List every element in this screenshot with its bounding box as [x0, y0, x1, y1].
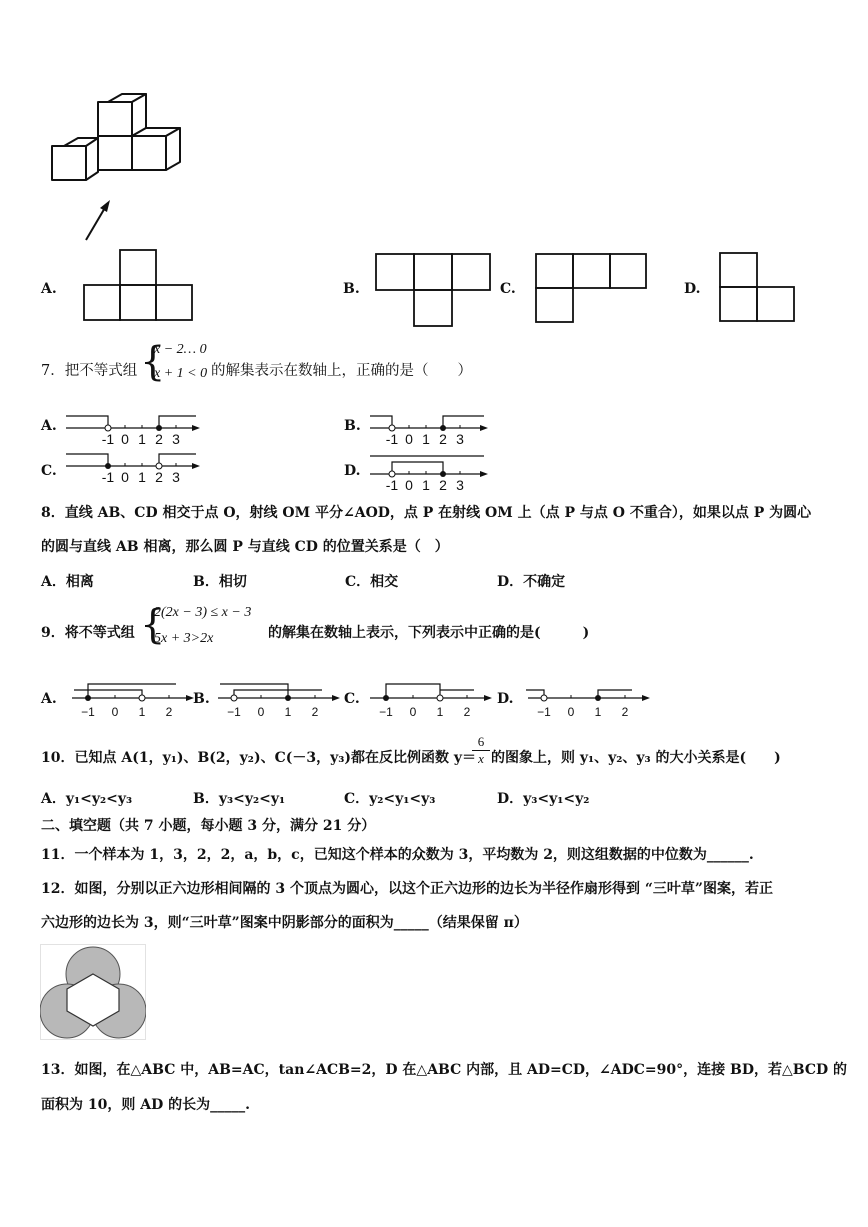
closed-point — [440, 425, 446, 431]
q10-option-d[interactable]: D．y₃<y₁<y₂ — [497, 791, 590, 807]
tick-label: 0 — [405, 477, 413, 493]
q7-option-b-numberline — [366, 400, 490, 448]
open-point — [389, 425, 395, 431]
tick-label: 3 — [172, 469, 180, 485]
q9-option-a-numberline — [66, 674, 196, 722]
open-point — [156, 463, 162, 469]
tick-label: 1 — [422, 477, 430, 493]
tick-label: 2 — [439, 477, 447, 493]
q8-option-c[interactable]: C．相交 — [345, 574, 399, 590]
q11-text: 11．一个样本为 1，3，2，2，a，b，c，已知这个样本的众数为 3，平均数为 2，则这组数据的中位数为______. — [41, 847, 754, 863]
tick-label: 1 — [422, 431, 430, 447]
q6-option-c-label[interactable]: C. — [500, 281, 516, 297]
closed-point — [156, 425, 162, 431]
q6-option-b-label[interactable]: B. — [343, 281, 360, 297]
tick-label: 2 — [155, 431, 163, 447]
tick-label: 2 — [311, 705, 319, 719]
q12-text-line1: 12．如图，分别以正六边形相间隔的 3 个顶点为圆心，以这个正六边形的边长为半径作扇形得到 “三叶草”图案，若正 — [41, 881, 773, 897]
closed-point — [85, 695, 91, 701]
q7-option-a-numberline — [62, 400, 202, 448]
tick-label: 3 — [456, 477, 464, 493]
q8-option-d[interactable]: D．不确定 — [497, 574, 566, 590]
q10-suffix: 的图象上，则 y₁、y₂、y₃ 的大小关系是( ) — [491, 750, 781, 766]
q7-option-a-label[interactable]: A. — [41, 418, 57, 434]
solution-bracket — [392, 462, 443, 474]
q9-prefix: 9．将不等式组 — [41, 625, 135, 641]
q6-option-a-figure — [82, 248, 198, 322]
tick-label: −1 — [81, 705, 95, 719]
axis-arrowhead — [480, 471, 488, 477]
q7-option-d-numberline — [366, 446, 490, 494]
q13-text-line2: 面积为 10，则 AD 的长为_____. — [41, 1097, 250, 1113]
closed-point — [105, 463, 111, 469]
q10-option-b[interactable]: B．y₃<y₂<y₁ — [193, 791, 286, 807]
tick-label: 2 — [439, 431, 447, 447]
open-point — [105, 425, 111, 431]
q9-option-d-label[interactable]: D. — [497, 691, 514, 707]
solution-bracket-left — [66, 416, 108, 428]
solution-bracket-left — [66, 454, 108, 466]
cube-stack-figure — [40, 90, 190, 250]
q9-option-b-label[interactable]: B. — [193, 691, 210, 707]
open-point — [389, 471, 395, 477]
q7-option-b-label[interactable]: B. — [344, 418, 361, 434]
q7-inequality-system: { x − 2… 0 x + 1 < 0 — [140, 339, 208, 385]
tick-label: 1 — [138, 431, 146, 447]
tick-label: -1 — [101, 431, 115, 447]
tick-label: 1 — [284, 705, 292, 719]
closed-point — [285, 695, 291, 701]
q9-inequality-system: { 2(2x − 3) ≤ x − 3 5x + 3>2x — [140, 602, 252, 648]
tick-label: 1 — [138, 469, 146, 485]
tick-label: 0 — [405, 431, 413, 447]
q9-option-d-numberline — [522, 674, 652, 722]
closed-point — [440, 471, 446, 477]
closed-point — [595, 695, 601, 701]
q8-option-a[interactable]: A．相离 — [41, 574, 94, 590]
q6-option-d-figure — [718, 251, 798, 323]
q10-option-c[interactable]: C．y₂<y₁<y₃ — [344, 791, 436, 807]
tick-label: 2 — [621, 705, 629, 719]
closed-point — [383, 695, 389, 701]
solution-bracket-1 — [88, 684, 176, 698]
q6-option-b-figure — [374, 252, 492, 328]
solution-bracket-left — [370, 416, 392, 428]
axis-arrowhead — [192, 463, 200, 469]
tick-label: −1 — [379, 705, 393, 719]
solution-bracket-2 — [220, 684, 288, 698]
q10-option-a[interactable]: A．y₁<y₂<y₃ — [41, 791, 133, 807]
q13-text-line1: 13．如图，在△ABC 中，AB=AC，tan∠ACB=2，D 在△ABC 内部，且 AD=CD，∠ADC=90°，连接 BD，若△BCD 的 — [41, 1062, 848, 1078]
section-2-heading: 二、填空题（共 7 小题，每小题 3 分，满分 21 分） — [41, 818, 376, 834]
tick-label: −1 — [227, 705, 241, 719]
solution-bracket-right — [443, 416, 484, 428]
q6-option-c-figure — [534, 252, 648, 324]
tick-label: 0 — [409, 705, 417, 719]
solution-bracket-2 — [74, 690, 142, 698]
q10-prefix: 10．已知点 A(1，y₁)、B(2，y₂)、C(－3，y₃)都在反比例函数 y＝ — [41, 750, 476, 766]
q6-option-d-label[interactable]: D. — [684, 281, 701, 297]
q6-option-a-label[interactable]: A. — [41, 281, 57, 297]
q7-prefix: 7．把不等式组 — [41, 363, 138, 379]
q9-suffix: 的解集在数轴上表示，下列表示中正确的是( ) — [268, 625, 590, 641]
tick-label: 2 — [165, 705, 173, 719]
tick-label: 2 — [155, 469, 163, 485]
tick-label: 0 — [111, 705, 119, 719]
tick-label: 0 — [257, 705, 265, 719]
tick-label: 1 — [594, 705, 602, 719]
tick-label: -1 — [385, 477, 399, 493]
open-point — [231, 695, 237, 701]
q9-option-c-label[interactable]: C. — [344, 691, 360, 707]
q9-option-a-label[interactable]: A. — [41, 691, 57, 707]
solution-bracket-2 — [598, 690, 632, 698]
tick-label: -1 — [385, 431, 399, 447]
axis-arrowhead — [484, 695, 492, 701]
tick-label: −1 — [537, 705, 551, 719]
open-point — [541, 695, 547, 701]
q12-text-line2: 六边形的边长为 3，则“三叶草”图案中阴影部分的面积为_____（结果保留 π） — [41, 915, 528, 931]
q10-fraction: $\frac{6}{x}$ — [472, 734, 490, 767]
tick-label: 0 — [121, 469, 129, 485]
solution-bracket-right — [159, 416, 196, 428]
axis-arrowhead — [480, 425, 488, 431]
tick-label: 1 — [138, 705, 146, 719]
q8-option-b[interactable]: B．相切 — [193, 574, 247, 590]
clover-figure — [40, 944, 146, 1040]
q7-option-c-label[interactable]: C. — [41, 463, 57, 479]
q9-option-c-numberline — [364, 674, 494, 722]
tick-label: 2 — [463, 705, 471, 719]
tick-label: 3 — [172, 431, 180, 447]
tick-label: 0 — [121, 431, 129, 447]
tick-label: 1 — [436, 705, 444, 719]
q9-option-b-numberline — [212, 674, 342, 722]
open-point — [437, 695, 443, 701]
q7-suffix: 的解集表示在数轴上，正确的是（ ） — [211, 363, 472, 379]
q8-text-line2: 的圆与直线 AB 相离，那么圆 P 与直线 CD 的位置关系是（ ） — [41, 539, 449, 555]
axis-arrowhead — [192, 425, 200, 431]
axis-arrowhead — [642, 695, 650, 701]
open-point — [139, 695, 145, 701]
tick-label: -1 — [101, 469, 115, 485]
axis-arrowhead — [332, 695, 340, 701]
solution-bracket-1 — [234, 690, 322, 698]
q7-option-c-numberline — [62, 448, 202, 490]
tick-label: 3 — [456, 431, 464, 447]
q8-text-line1: 8．直线 AB、CD 相交于点 O，射线 OM 平分∠AOD，点 P 在射线 OM 上（点 P 与点 O 不重合），如果以点 P 为圆心 — [41, 505, 812, 521]
tick-label: 0 — [567, 705, 575, 719]
q7-option-d-label[interactable]: D. — [344, 463, 361, 479]
solution-bracket-right — [159, 454, 196, 466]
